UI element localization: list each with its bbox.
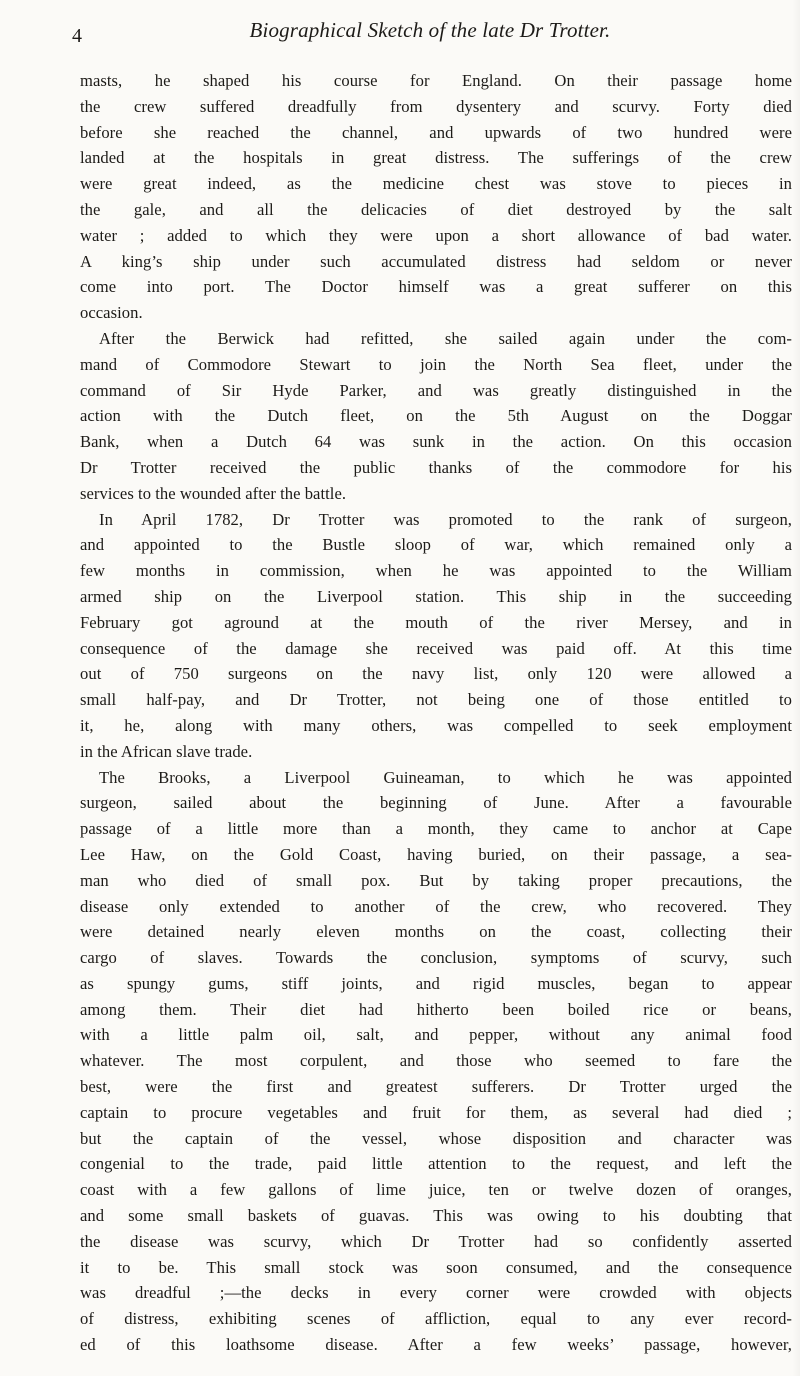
text-line: of distress, exhibiting scenes of affliction, equal to any ever record- [80,1309,792,1329]
text-line: consequence of the damage she received was paid off. At this time [80,638,792,658]
text-line: armed ship on the Liverpool station. This ship in the succeeding [80,586,792,606]
text-line: occasion. [80,303,143,323]
text-line: it to be. This small stock was soon consumed, and the consequence [80,1257,792,1277]
text-line: it, he, along with many others, was compelled to seek employment [80,715,792,735]
text-line: mand of Commodore Stewart to join the North Sea fleet, under the [80,354,792,374]
text-line: In April 1782, Dr Trotter was promoted to the rank of surgeon, [99,509,792,529]
text-line: Bank, when a Dutch 64 was sunk in the action. On this occasion [80,432,792,452]
text-line: Dr Trotter received the public thanks of the commodore for his [80,457,792,477]
text-line: command of Sir Hyde Parker, and was greatly distinguished in the [80,380,792,400]
page-edge-shadow [792,0,800,1376]
text-line: After the Berwick had refitted, she sailed again under the com- [99,328,792,348]
text-line: captain to procure vegetables and fruit for them, as several had died ; [80,1102,792,1122]
text-line: man who died of small pox. But by taking proper precautions, the [80,870,792,890]
text-line: and some small baskets of guavas. This was owing to his doubting that [80,1206,792,1226]
text-line: congenial to the trade, paid little attention to the request, and left the [80,1154,792,1174]
text-line: The Brooks, a Liverpool Guineaman, to which he was appointed [99,767,792,787]
text-line: among them. Their diet had hitherto been boiled rice or beans, [80,999,792,1019]
text-line: come into port. The Doctor himself was a great sufferer on this [80,277,792,297]
text-line: as spungy gums, stiff joints, and rigid muscles, began to appear [80,973,792,993]
text-line: cargo of slaves. Towards the conclusion, symptoms of scurvy, such [80,948,792,968]
text-line: best, were the first and greatest sufferers. Dr Trotter urged the [80,1077,792,1097]
text-line: the disease was scurvy, which Dr Trotter had so confidently asserted [80,1231,792,1251]
text-line: and appointed to the Bustle sloop of war, which remained only a [80,535,792,555]
text-line: whatever. The most corpulent, and those who seemed to fare the [80,1051,792,1071]
text-line: surgeon, sailed about the beginning of June. After a favourable [80,793,792,813]
text-line: disease only extended to another of the crew, who recovered. They [80,896,792,916]
text-line: were great indeed, as the medicine chest was stove to pieces in [80,174,792,194]
page-number: 4 [72,25,82,47]
text-line: few months in commission, when he was appointed to the William [80,561,792,581]
text-line: ed of this loathsome disease. After a few weeks’ passage, however, [80,1335,792,1355]
running-title: Biographical Sketch of the late Dr Trotter. [249,18,611,42]
text-line: passage of a little more than a month, they came to anchor at Cape [80,819,792,839]
body-text [80,68,792,1358]
text-line: the gale, and all the delicacies of diet destroyed by the salt [80,199,792,219]
text-line: coast with a few gallons of lime juice, ten or twelve dozen of oranges, [80,1180,792,1200]
text-line: the crew suffered dreadfully from dysentery and scurvy. Forty died [80,96,792,116]
text-line: Lee Haw, on the Gold Coast, having buried, on their passage, a sea- [80,844,792,864]
text-line: were detained nearly eleven months on the coast, collecting their [80,922,792,942]
text-line: action with the Dutch fleet, on the 5th August on the Doggar [80,406,792,426]
text-line: A king’s ship under such accumulated distress had seldom or never [80,251,792,271]
text-line: before she reached the channel, and upwards of two hundred were [80,122,792,142]
text-line: was dreadful ;—the decks in every corner were crowded with objects [80,1283,792,1303]
text-line: services to the wounded after the battle. [80,483,347,503]
text-line: but the captain of the vessel, whose disposition and character was [80,1128,792,1148]
running-header [72,20,760,54]
text-line: with a little palm oil, salt, and pepper, without any animal food [80,1025,792,1045]
text-line: water ; added to which they were upon a short allowance of bad water. [80,225,792,245]
text-line: February got aground at the mouth of the river Mersey, and in [80,612,792,632]
text-line: landed at the hospitals in great distress. The sufferings of the crew [80,148,792,168]
text-line: masts, he shaped his course for England. On their passage home [80,71,792,90]
text-line: small half-pay, and Dr Trotter, not being one of those entitled to [80,690,792,710]
text-line: in the African slave trade. [80,741,253,761]
text-line: out of 750 surgeons on the navy list, only 120 were allowed a [80,664,792,684]
